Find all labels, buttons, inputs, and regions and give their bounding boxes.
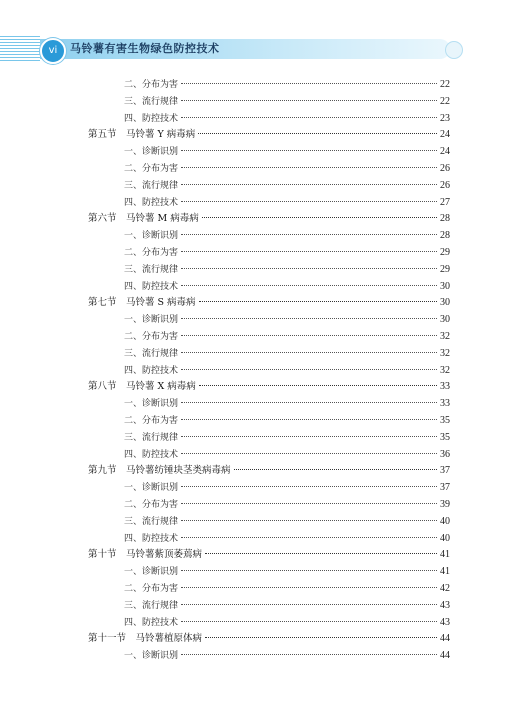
toc-entry-label: 三、流行规律 <box>124 600 179 611</box>
toc-entry-label: 一、诊断识别 <box>124 483 179 494</box>
toc-subsection-entry[interactable] <box>88 144 450 161</box>
toc-subsection-entry[interactable] <box>88 531 450 548</box>
dot-leader <box>181 352 437 353</box>
toc-entry-page-number: 42 <box>440 582 450 594</box>
dot-leader <box>181 83 437 84</box>
toc-entry-page-number: 27 <box>440 196 450 208</box>
toc-entry-page-number: 39 <box>440 498 450 510</box>
dot-leader <box>181 251 437 252</box>
dot-leader <box>181 486 437 487</box>
toc-entry-label: 二、分布为害 <box>124 415 179 426</box>
dot-leader <box>181 587 437 588</box>
dot-leader <box>181 150 437 151</box>
dot-leader <box>181 402 437 403</box>
toc-entry-page-number: 28 <box>440 213 450 225</box>
toc-entry-label: 一、诊断识别 <box>124 651 179 662</box>
toc-subsection-entry[interactable] <box>88 396 450 413</box>
dot-leader <box>181 436 437 437</box>
dot-leader <box>181 570 437 571</box>
toc-entry-page-number: 37 <box>440 465 450 477</box>
toc-subsection-entry[interactable] <box>88 195 450 212</box>
toc-entry-page-number: 32 <box>440 330 450 342</box>
dot-leader <box>181 604 437 605</box>
dot-leader <box>199 301 437 302</box>
toc-entry-label: 四、防控技术 <box>124 449 179 460</box>
dot-leader <box>198 133 437 134</box>
toc-entry-page-number: 23 <box>440 112 450 124</box>
toc-entry-page-number: 24 <box>440 129 450 141</box>
dot-leader <box>199 385 437 386</box>
toc-entry-page-number: 22 <box>440 79 450 90</box>
toc-entry-label: 四、防控技术 <box>124 533 179 544</box>
toc-subsection-entry[interactable] <box>88 312 450 329</box>
toc-entry-page-number: 40 <box>440 515 450 527</box>
toc-entry-label: 三、流行规律 <box>124 264 179 275</box>
table-of-contents <box>88 77 450 665</box>
dot-leader <box>181 369 437 370</box>
toc-subsection-entry[interactable] <box>88 615 450 632</box>
toc-section-entry[interactable] <box>88 127 450 144</box>
page-number-badge: vi <box>40 38 66 64</box>
toc-entry-label: 一、诊断识别 <box>124 147 179 158</box>
toc-section-entry[interactable] <box>88 631 450 648</box>
toc-section-entry[interactable] <box>88 547 450 564</box>
toc-entry-page-number: 32 <box>440 347 450 359</box>
toc-entry-label: 第五节 马铃薯 Y 病毒病 <box>88 129 196 141</box>
toc-entry-label: 四、防控技术 <box>124 197 179 208</box>
toc-entry-page-number: 35 <box>440 414 450 426</box>
toc-entry-page-number: 40 <box>440 532 450 544</box>
toc-entry-label: 四、防控技术 <box>124 365 179 376</box>
toc-entry-label: 一、诊断识别 <box>124 399 179 410</box>
toc-section-entry[interactable] <box>88 211 450 228</box>
toc-subsection-entry[interactable] <box>88 279 450 296</box>
toc-entry-label: 第八节 马铃薯 X 病毒病 <box>88 381 196 393</box>
toc-entry-page-number: 30 <box>440 314 450 326</box>
dot-leader <box>181 167 437 168</box>
toc-entry-label: 一、诊断识别 <box>124 231 179 242</box>
toc-entry-label: 第六节 马铃薯 M 病毒病 <box>88 213 199 225</box>
toc-subsection-entry[interactable] <box>88 329 450 346</box>
toc-entry-label: 三、流行规律 <box>124 516 179 527</box>
dot-leader <box>205 637 437 638</box>
toc-subsection-entry[interactable] <box>88 262 450 279</box>
toc-entry-page-number: 36 <box>440 448 450 460</box>
toc-entry-page-number: 22 <box>440 95 450 107</box>
toc-subsection-entry[interactable] <box>88 77 450 94</box>
toc-entry-label: 四、防控技术 <box>124 113 179 124</box>
toc-entry-label: 第七节 马铃薯 S 病毒病 <box>88 297 196 309</box>
toc-section-entry[interactable] <box>88 295 450 312</box>
toc-entry-page-number: 30 <box>440 297 450 309</box>
toc-entry-label: 二、分布为害 <box>124 583 179 594</box>
dot-leader <box>181 537 437 538</box>
dot-leader <box>181 117 437 118</box>
toc-subsection-entry[interactable] <box>88 564 450 581</box>
toc-entry-page-number: 30 <box>440 280 450 292</box>
running-header <box>0 36 520 62</box>
toc-subsection-entry[interactable] <box>88 497 450 514</box>
dot-leader <box>181 234 437 235</box>
toc-entry-label: 四、防控技术 <box>124 617 179 628</box>
toc-subsection-entry[interactable] <box>88 161 450 178</box>
toc-subsection-entry[interactable] <box>88 413 450 430</box>
toc-entry-page-number: 32 <box>440 364 450 376</box>
toc-entry-page-number: 43 <box>440 599 450 611</box>
toc-subsection-entry[interactable] <box>88 581 450 598</box>
header-stripes <box>0 36 40 62</box>
toc-subsection-entry[interactable] <box>88 430 450 447</box>
dot-leader <box>181 201 437 202</box>
toc-entry-label: 三、流行规律 <box>124 432 179 443</box>
toc-subsection-entry[interactable] <box>88 514 450 531</box>
dot-leader <box>181 184 437 185</box>
toc-subsection-entry[interactable] <box>88 245 450 262</box>
toc-entry-label: 三、流行规律 <box>124 348 179 359</box>
toc-entry-page-number: 26 <box>440 162 450 174</box>
toc-section-entry[interactable] <box>88 379 450 396</box>
toc-entry-page-number: 24 <box>440 146 450 158</box>
toc-subsection-entry[interactable] <box>88 447 450 464</box>
toc-entry-page-number: 43 <box>440 616 450 628</box>
dot-leader <box>181 268 437 269</box>
toc-subsection-entry[interactable] <box>88 228 450 245</box>
toc-entry-label: 一、诊断识别 <box>124 315 179 326</box>
toc-subsection-entry[interactable] <box>88 480 450 497</box>
dot-leader <box>181 503 437 504</box>
dot-leader <box>181 419 437 420</box>
dot-leader <box>181 100 437 101</box>
toc-entry-page-number: 44 <box>440 650 450 662</box>
toc-entry-label: 二、分布为害 <box>124 331 179 342</box>
toc-entry-page-number: 37 <box>440 482 450 494</box>
toc-entry-page-number: 29 <box>440 246 450 258</box>
book-title: 马铃薯有害生物绿色防控技术 <box>70 42 220 55</box>
header-bar-end-cap <box>445 41 463 59</box>
dot-leader <box>202 217 437 218</box>
dot-leader <box>181 621 437 622</box>
dot-leader <box>234 469 437 470</box>
toc-entry-page-number: 41 <box>440 566 450 578</box>
toc-entry-page-number: 33 <box>440 398 450 410</box>
dot-leader <box>181 654 437 655</box>
toc-section-entry[interactable] <box>88 463 450 480</box>
dot-leader <box>181 318 437 319</box>
toc-subsection-entry[interactable] <box>88 94 450 111</box>
toc-entry-label: 三、流行规律 <box>124 180 179 191</box>
toc-entry-label: 三、流行规律 <box>124 96 179 107</box>
toc-subsection-entry[interactable] <box>88 178 450 195</box>
toc-subsection-entry[interactable] <box>88 346 450 363</box>
toc-entry-label: 二、分布为害 <box>124 80 179 90</box>
toc-entry-page-number: 26 <box>440 179 450 191</box>
toc-entry-label: 二、分布为害 <box>124 247 179 258</box>
toc-subsection-entry[interactable] <box>88 598 450 615</box>
toc-entry-page-number: 41 <box>440 549 450 561</box>
toc-entry-page-number: 28 <box>440 230 450 242</box>
toc-entry-label: 二、分布为害 <box>124 499 179 510</box>
toc-entry-page-number: 33 <box>440 381 450 393</box>
toc-entry-label: 第十节 马铃薯紫顶萎蔫病 <box>88 549 203 561</box>
toc-subsection-entry[interactable] <box>88 648 450 665</box>
toc-entry-label: 第九节 马铃薯纺锤块茎类病毒病 <box>88 465 231 477</box>
dot-leader <box>181 453 437 454</box>
toc-entry-label: 四、防控技术 <box>124 281 179 292</box>
dot-leader <box>181 520 437 521</box>
toc-entry-page-number: 44 <box>440 633 450 645</box>
toc-entry-label: 第十一节 马铃薯植原体病 <box>88 633 203 645</box>
toc-entry-page-number: 29 <box>440 263 450 275</box>
toc-entry-label: 一、诊断识别 <box>124 567 179 578</box>
dot-leader <box>181 285 437 286</box>
dot-leader <box>181 335 437 336</box>
toc-entry-page-number: 35 <box>440 431 450 443</box>
toc-subsection-entry[interactable] <box>88 111 450 128</box>
dot-leader <box>205 553 437 554</box>
toc-entry-label: 二、分布为害 <box>124 163 179 174</box>
toc-subsection-entry[interactable] <box>88 363 450 380</box>
